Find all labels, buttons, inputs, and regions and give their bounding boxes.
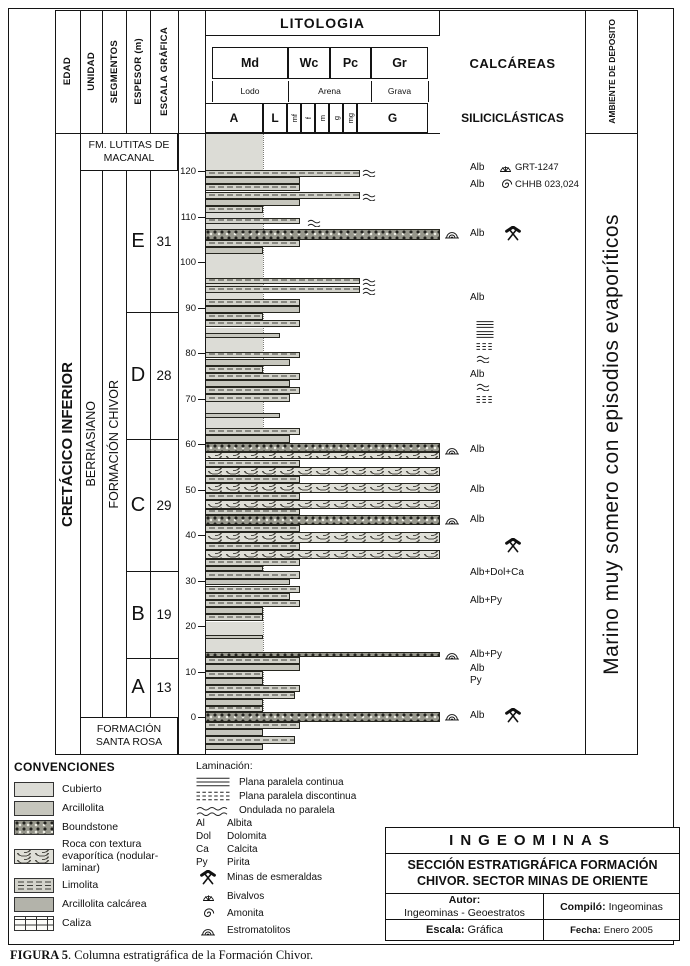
legend-row [196,776,384,788]
grain-group-wc: Wc [288,47,330,79]
author-value: Ingeominas - Geoestratos [404,906,525,919]
legend-lithology-row [14,782,194,797]
legend-abbreviation-row [196,857,384,868]
legend-symbol-row [196,925,384,936]
piso-label: BERRIASIANO [84,401,98,487]
lithology-bed [205,460,300,467]
lithology-bed [205,352,300,359]
title-block-author-row [386,894,679,920]
scale-tick [198,490,205,491]
lithology-bed [205,443,440,453]
lithology-bed [205,543,300,550]
legend-abbreviation-row [196,831,384,842]
lithology-bed [205,493,300,500]
symbol-label: Estromatolitos [227,925,291,936]
grid-line [178,10,179,755]
legend-lithology-row [14,820,194,835]
mineral-label: Alb [470,368,485,380]
grid-line [585,10,586,755]
scale-tick [198,262,205,263]
scale-tick [198,353,205,354]
scale-tick-label: 100 [180,257,196,268]
legend-laminacion [196,760,384,941]
grain-class-grava: Grava [387,85,412,96]
header-unidad: UNIDAD [85,52,97,91]
segment-divider [126,312,178,313]
scale-tick [198,581,205,582]
mineral-label: Alb [470,513,485,525]
grain-col-mf: mf [287,103,301,133]
abbreviation: Al [196,818,205,829]
lithology-bed [205,736,295,744]
stromatolite-icon [444,515,460,525]
grain-class-arena: Arena [318,85,341,96]
legend-lithology-label: Caliza [62,916,92,929]
bottom-unit-box: FORMACIÓN SANTA ROSA [80,717,178,755]
legend-title: CONVENCIONES [14,760,115,774]
header-escala-grafica: ESCALA GRÁFICA [158,27,170,116]
scale-tick-label: 40 [185,530,196,541]
lithology-bed [205,550,440,559]
lithology-bed [205,387,300,394]
amonita-icon [196,907,220,920]
grain-class-tick [428,81,429,102]
sample-label: CHHB 023,024 [515,179,579,191]
label-siliciclasticas: SILICICLÁSTICAS [461,111,564,125]
bivalvo-icon [499,161,512,173]
abbreviation-label: Albita [227,818,253,829]
lithology-bed [205,525,300,532]
stromatolite-icon [444,229,460,239]
compiled-value: Ingeominas [608,900,663,913]
legend-lithology-label: Limolita [62,878,99,891]
scale-tick [198,535,205,536]
lithology-bed [205,313,263,320]
lithology-bed [205,593,290,600]
header-segmentos: SEGMENTOS [108,39,120,104]
lithology-bed [205,394,290,401]
grid-line [150,171,151,717]
emerald-mine-icon [505,226,521,241]
scale-tick-label: 110 [180,211,196,223]
scale-tick-label: 80 [185,348,196,359]
lithology-bed [205,373,300,380]
lithology-bed [205,229,440,240]
lithology-bed [205,685,300,692]
segment-divider [126,439,178,440]
lamination-symbol-par [476,320,494,329]
scale-tick-label: 0 [190,712,196,723]
litho-column-edge [205,10,206,755]
header-edad: EDAD [62,57,73,86]
grain-col-m: m [315,103,329,133]
formacion-label: FORMACIÓN CHIVOR [107,379,121,509]
lamination-symbol-par [476,330,494,339]
label-calcareas: CALCÁREAS [469,55,556,71]
mineral-label: Alb+Py [470,648,502,660]
grain-col-mg: mg [343,103,357,133]
grain-col-g: g [329,103,343,133]
lithology-bed [205,678,263,685]
stromatolite-icon [444,445,460,455]
legend-symbol-row [196,870,384,885]
lithology-bed [205,278,360,285]
lithology-bed [205,452,440,459]
lamination-symbol-wav [362,286,380,295]
lithology-bed [205,366,263,373]
lithology-bed [205,286,360,293]
scale-tick [198,308,205,309]
lithology-bed [205,692,295,699]
abbreviation: Py [196,857,208,868]
legend-lithology-row [14,801,194,816]
abbreviation-label: Calcita [227,844,258,855]
scale-tick-label: 10 [185,666,196,678]
lithology-bed [205,500,440,509]
title-block-company: INGEOMINAS [386,828,679,854]
legend-abbreviation-row [196,844,384,855]
lithology-bed [205,413,280,418]
legend-swatch-li [14,878,54,893]
lamination-symbol-wav [476,382,494,391]
covered-interval [205,328,263,352]
lithology-bed [205,476,300,483]
legend-row [196,804,384,816]
header-espesor: ESPESOR (m) [132,38,144,105]
segment-label: A [131,675,145,698]
legend-lithology-row [14,897,194,912]
grid-line [150,10,151,133]
lithology-bed [205,571,300,578]
segment-divider [126,571,178,572]
author-label: Autor: [448,894,481,906]
scale-tick-label: 70 [185,393,196,405]
grain-class-tick [371,81,372,102]
lamination-symbol-par [196,776,232,788]
date-cell [544,920,679,940]
segment-label: E [131,230,145,253]
lithology-bed [205,359,290,366]
lamination-symbol-wav [362,277,380,286]
legend-swatch-ar [14,801,54,816]
bivalvo-icon [196,890,220,902]
symbol-label: Bivalvos [227,890,265,902]
title-block-scale-row [386,920,679,940]
scale-tick-label: 60 [185,439,196,450]
title-block [385,827,680,941]
author-cell [386,894,544,919]
mineral-label: Alb [470,179,485,191]
segment-thickness: 29 [156,497,172,513]
lithology-bed [205,657,300,664]
sample-label: GRT-1247 [515,161,559,173]
grid-line [102,10,103,133]
mineral-label: Alb+Py [470,595,502,606]
grain-group-pc: Pc [330,47,371,79]
header-ambiente: AMBIENTE DE DEPOSITO [606,19,617,124]
header-bottom-line [585,133,638,134]
legend-convenciones [14,760,194,935]
legend-swatch-ac [14,897,54,912]
lithology-bed [205,532,440,543]
abbreviation: Ca [196,844,209,855]
lithology-bed [205,299,300,306]
scale-tick [198,399,205,400]
grain-col-a: A [205,103,263,133]
legend-abbreviation-row [196,818,384,829]
lamination-symbol-dis [476,395,494,404]
caption-figure-number: FIGURA 5 [10,948,68,962]
legend-lithology-row [14,916,194,931]
legend-row [196,790,384,802]
date-label: Fecha: [570,924,601,936]
compiled-label: Compiló: [560,900,606,913]
segment-label: D [130,364,146,387]
lithology-bed [205,435,290,442]
segment-thickness: 19 [156,607,172,623]
lithology-bed [205,380,290,387]
abbreviation-label: Dolomita [227,831,267,842]
estrom-icon [196,926,220,936]
lithology-bed [205,483,440,493]
lamination-symbol-wav [362,168,380,177]
lithology-bed [205,428,300,435]
segment-label: C [130,493,146,516]
segment-thickness: 28 [156,368,172,384]
lithology-bed [205,170,360,177]
lithology-bed [205,515,440,525]
stromatolite-icon [444,650,460,660]
lithology-bed [205,699,263,706]
lamination-symbol-dis [196,790,232,802]
lamination-symbol-wav [476,354,494,363]
scale-cell [386,920,544,940]
scale-tick-label: 90 [185,302,196,314]
grain-col-gg: G [357,103,428,133]
scale-tick-label: 120 [180,166,196,177]
amonita-icon [499,178,513,191]
lithology-bed [205,218,300,224]
mineral-label: Alb [470,227,485,239]
legend-swatch-ev [14,849,54,864]
abbreviation: Dol [196,831,212,842]
mineral-label: Alb+Dol+Ca [470,567,524,579]
grid-line [126,10,127,133]
lithology-bed [205,247,263,254]
mineral-label: Alb [470,709,485,721]
lamination-symbol-dis [476,342,494,351]
scale-tick [198,444,205,445]
lithology-bed [205,712,440,722]
scale-tick [198,717,205,718]
date-value: Enero 2005 [603,924,653,936]
lithology-bed [205,671,263,678]
legend-lithology-label: Cubierto [62,782,102,795]
lithology-bed [205,184,300,191]
legend-lithology-label: Arcillolita [62,801,105,814]
caption-text: . Columna estratigráfica de la Formación Chivor. [68,948,314,962]
lithology-bed [205,729,263,736]
header-litologia: LITOLOGIA [205,10,440,36]
scale-tick-label: 30 [185,575,196,587]
lithology-bed [205,240,300,247]
lithology-bed [205,635,263,640]
legend-lithology-label: Arcillolita calcárea [62,897,147,910]
legend-swatch-cu [14,782,54,797]
scale-tick [198,217,205,218]
stromatolite-icon [444,711,460,721]
lithology-bed [205,192,360,200]
grain-col-l: L [263,103,287,133]
symbol-label: Amonita [227,908,264,919]
lithology-bed [205,586,300,593]
figure-caption [10,948,313,963]
lithology-bed [205,177,300,184]
scale-label: Escala: [426,924,465,937]
legend-symbol-row [196,890,384,902]
laminacion-title: Laminación: [196,760,253,772]
grain-col-f: f [301,103,315,133]
segment-thickness: 13 [156,679,172,695]
emerald-mine-icon [505,538,521,553]
lithology-bed [205,206,263,213]
lamination-symbol-wav [307,218,325,227]
mineral-label: Alb [470,484,485,495]
lamination-symbol-wav [362,192,380,201]
scale-tick-label: 20 [185,621,196,632]
edad-label: CRETÁCICO INFERIOR [59,361,76,527]
scale-tick [198,171,205,172]
scale-value: Gráfica [467,924,503,937]
legend-lithology-label: Roca con textura evaporítica (nodular-laminar) [62,838,159,874]
grid-line [126,171,127,717]
mineral-label: Alb [470,291,485,303]
lithology-bed [205,744,263,750]
lithology-bed [205,614,263,621]
lamination-label: Plana paralela continua [239,776,344,788]
scale-tick [198,672,205,673]
lithology-bed [205,722,300,729]
legend-laminacion-list [196,776,384,936]
legend-lithology-row [14,839,194,874]
segment-label: B [131,603,145,626]
grid-line [80,10,81,755]
lithology-bed [205,664,300,671]
grain-class-tick [288,81,289,102]
mineral-label: Py [470,675,482,687]
lithology-bed [205,306,300,313]
mineral-label: Alb [470,662,485,674]
ambiente-text: Marino muy somero con episodios evaporíticos [599,213,623,675]
grain-group-gr: Gr [371,47,428,79]
legend-swatch-ca [14,916,54,931]
top-unit-box: FM. LUTITAS DE MACANAL [80,133,178,171]
lithology-bed [205,600,300,607]
hammers-icon [196,870,220,885]
lithology-bed [205,199,300,206]
lithology-bed [205,467,440,476]
lamination-label: Plana paralela discontinua [239,790,357,802]
mineral-label: Alb [470,444,485,456]
compiled-cell [544,894,679,919]
lithology-bed [205,607,263,614]
scale-tick-label: 50 [185,484,196,496]
lamination-label: Ondulada no paralela [239,804,335,816]
abbreviation-label: Pirita [227,857,250,868]
grain-class-lodo: Lodo [240,85,260,96]
segment-divider [126,658,178,659]
emerald-mine-icon [505,708,521,723]
grain-class-tick [212,81,213,102]
grid-line [102,171,103,717]
lithology-bed [205,559,300,566]
title-block-subtitle: SECCIÓN ESTRATIGRÁFICA FORMACIÓN CHIVOR. SECTOR MINAS DE ORIENTE [386,854,679,894]
legend-swatch-bo [14,820,54,835]
legend-lithology-label: Boundstone [62,820,119,833]
legend-lithology-list [14,782,194,931]
lithology-bed [205,320,300,327]
legend-lithology-row [14,878,194,893]
lamination-symbol-wav [196,804,232,816]
lithology-bed [205,579,290,586]
scale-tick [198,626,205,627]
segment-thickness: 31 [156,234,172,250]
symbol-label: Minas de esmeraldas [227,872,323,883]
grain-group-md: Md [212,47,288,79]
legend-symbol-row [196,907,384,920]
lithology-bed [205,333,280,338]
covered-interval [205,133,263,170]
mineral-label: Alb [470,161,485,173]
